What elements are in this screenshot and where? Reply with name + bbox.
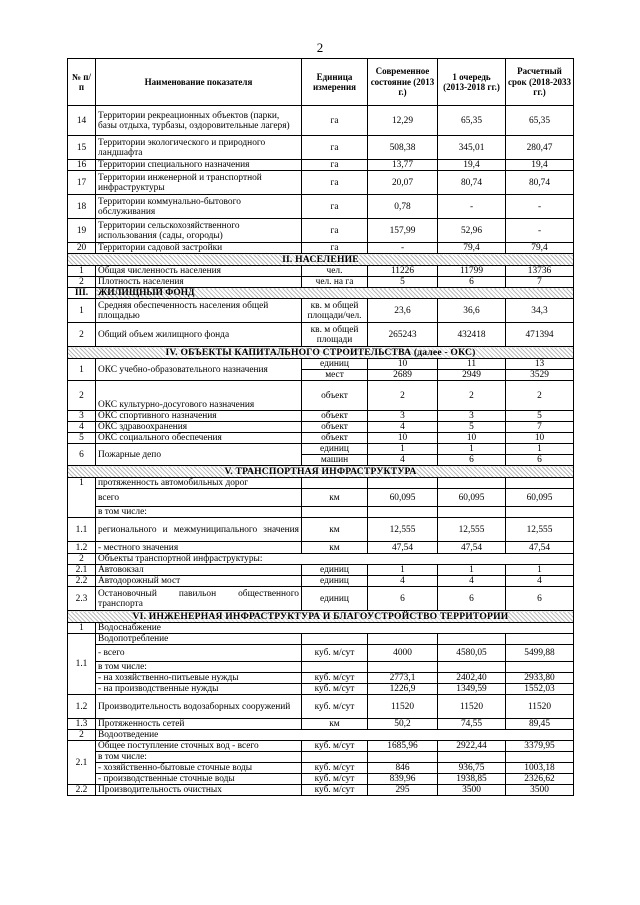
row-num: 1.3 (68, 719, 96, 730)
header-unit: Единица измерения (302, 59, 368, 106)
row-unit: куб. м/сут (302, 741, 368, 752)
row-num: 2.2 (68, 576, 96, 587)
row-unit: единиц (302, 359, 368, 370)
table-row (68, 741, 574, 752)
empty-cell (506, 662, 574, 673)
empty-cell (302, 662, 368, 673)
row-stage1: 5 (438, 422, 506, 433)
row-current: 13,77 (368, 160, 438, 171)
section-header-population (68, 254, 574, 266)
row-num: 2.3 (68, 587, 96, 611)
table-row (68, 266, 574, 277)
row-projected: 1 (506, 444, 574, 455)
row-projected: 2326,62 (506, 774, 574, 785)
row-projected: 19,4 (506, 160, 574, 171)
row-name: в том числе: (96, 752, 302, 763)
row-num: 2 (68, 554, 96, 565)
row-num: 16 (68, 160, 96, 171)
row-name: ОКС социального обеспечения (96, 433, 302, 444)
row-num: 1 (68, 266, 96, 277)
row-num: 1 (68, 478, 96, 518)
row-unit: единиц (302, 565, 368, 576)
row-name: Территории сельскохозяйственного использования (сады, огороды) (96, 219, 302, 243)
table-row (68, 433, 574, 444)
row-num: 1.1 (68, 634, 96, 695)
row-unit: куб. м/сут (302, 785, 368, 796)
row-num: 2 (68, 277, 96, 288)
table-row (68, 507, 574, 518)
section-num: III. (68, 288, 96, 299)
empty-cell (438, 662, 506, 673)
row-name: Водоотведение (96, 730, 574, 741)
row-num: 1 (68, 299, 96, 323)
row-num: 2.1 (68, 565, 96, 576)
row-unit: машин (302, 455, 368, 466)
row-unit: куб. м/сут (302, 673, 368, 684)
row-name: ОКС культурно-досугового назначения (96, 381, 302, 411)
row-current: 846 (368, 763, 438, 774)
table-row (68, 634, 574, 645)
row-num: 20 (68, 243, 96, 254)
table-row (68, 785, 574, 796)
table-row (68, 695, 574, 719)
row-name: Пожарные депо (96, 444, 302, 466)
table-row (68, 219, 574, 243)
empty-cell (438, 507, 506, 518)
row-stage1: 19,4 (438, 160, 506, 171)
row-current: 12,555 (368, 518, 438, 542)
row-unit: куб. м/сут (302, 763, 368, 774)
row-name: Средняя обеспеченность населения общей площадью (96, 299, 302, 323)
row-unit: чел. на га (302, 277, 368, 288)
row-unit: чел. (302, 266, 368, 277)
row-current: 12,29 (368, 106, 438, 136)
row-projected: 1003,18 (506, 763, 574, 774)
row-unit: куб. м/сут (302, 774, 368, 785)
row-projected: - (506, 195, 574, 219)
table-row (68, 478, 574, 489)
row-projected: 13736 (506, 266, 574, 277)
row-projected: 7 (506, 422, 574, 433)
row-stage1: 2922,44 (438, 741, 506, 752)
row-stage1: 6 (438, 455, 506, 466)
row-unit: объект (302, 411, 368, 422)
row-current: 11520 (368, 695, 438, 719)
row-unit: га (302, 106, 368, 136)
table-row (68, 719, 574, 730)
row-unit: кв. м общей площади (302, 323, 368, 347)
row-current: 1 (368, 565, 438, 576)
table-row (68, 422, 574, 433)
row-unit: га (302, 171, 368, 195)
row-name: Общая численность населения (96, 266, 302, 277)
row-num: 1 (68, 623, 96, 634)
row-current: 1226,9 (368, 684, 438, 695)
indicators-table (67, 58, 574, 796)
row-current: 2773,1 (368, 673, 438, 684)
table-row (68, 489, 574, 507)
table-row (68, 587, 574, 611)
section-header-housing (68, 288, 574, 299)
row-unit: объект (302, 433, 368, 444)
row-num: 1.1 (68, 518, 96, 542)
table-row (68, 136, 574, 160)
table-row (68, 565, 574, 576)
row-unit: га (302, 219, 368, 243)
row-current: 2689 (368, 370, 438, 381)
row-stage1: 2402,40 (438, 673, 506, 684)
header-projected: Расчетный срок (2018-2033 гг.) (506, 59, 574, 106)
row-stage1: 79,4 (438, 243, 506, 254)
row-unit: куб. м/сут (302, 695, 368, 719)
row-unit: мест (302, 370, 368, 381)
row-projected: 1 (506, 565, 574, 576)
empty-cell (438, 634, 506, 645)
row-current: 23,6 (368, 299, 438, 323)
row-num: 4 (68, 422, 96, 433)
row-current: 4000 (368, 645, 438, 662)
table-row (68, 323, 574, 347)
row-projected: 10 (506, 433, 574, 444)
row-projected: 65,35 (506, 106, 574, 136)
row-stage1: 11520 (438, 695, 506, 719)
row-projected: 11520 (506, 695, 574, 719)
row-current: 508,38 (368, 136, 438, 160)
section-header-engineering (68, 611, 574, 623)
row-num: 17 (68, 171, 96, 195)
row-name: протяженность автомобильных дорог (96, 478, 302, 489)
row-stage1: 936,75 (438, 763, 506, 774)
empty-cell (506, 507, 574, 518)
row-unit: единиц (302, 576, 368, 587)
row-projected: 60,095 (506, 489, 574, 507)
table-row (68, 554, 574, 565)
empty-cell (368, 634, 438, 645)
row-projected: 5499,88 (506, 645, 574, 662)
row-num: 14 (68, 106, 96, 136)
row-stage1: 11799 (438, 266, 506, 277)
table-row (68, 243, 574, 254)
row-current: 295 (368, 785, 438, 796)
row-current: 3 (368, 411, 438, 422)
row-stage1: 3500 (438, 785, 506, 796)
row-projected: 34,3 (506, 299, 574, 323)
row-unit: га (302, 136, 368, 160)
row-name: Водопотребление (96, 634, 302, 645)
row-projected: 6 (506, 455, 574, 466)
table-header-row (68, 59, 574, 106)
row-current: 4 (368, 455, 438, 466)
row-num: 1.2 (68, 695, 96, 719)
row-stage1: 52,96 (438, 219, 506, 243)
table-row (68, 684, 574, 695)
row-name: Общий объем жилищного фонда (96, 323, 302, 347)
row-name: ОКС учебно-образовательного назначения (96, 359, 302, 381)
row-num: 2 (68, 730, 96, 741)
row-num: 18 (68, 195, 96, 219)
row-stage1: 65,35 (438, 106, 506, 136)
row-stage1: 3 (438, 411, 506, 422)
row-num: 2.2 (68, 785, 96, 796)
row-stage1: 47,54 (438, 542, 506, 554)
empty-cell (438, 752, 506, 763)
table-row (68, 106, 574, 136)
row-current: 4 (368, 576, 438, 587)
row-current: 265243 (368, 323, 438, 347)
row-projected: 89,45 (506, 719, 574, 730)
row-num: 6 (68, 444, 96, 466)
row-projected: 6 (506, 587, 574, 611)
row-projected: 79,4 (506, 243, 574, 254)
row-name: регионального и межмуниципального значения (96, 518, 302, 542)
row-current: 11226 (368, 266, 438, 277)
section-title: II. НАСЕЛЕНИЕ (282, 253, 359, 265)
table-row (68, 381, 574, 411)
row-unit: объект (302, 422, 368, 433)
row-projected: 280,47 (506, 136, 574, 160)
row-stage1: 4 (438, 576, 506, 587)
row-stage1: 6 (438, 587, 506, 611)
table-row (68, 774, 574, 785)
row-name: Территории специального назначения (96, 160, 302, 171)
empty-cell (506, 634, 574, 645)
row-current: 839,96 (368, 774, 438, 785)
row-current: 0,78 (368, 195, 438, 219)
row-projected: 13 (506, 359, 574, 370)
row-name: Общее поступление сточных вод - всего (96, 741, 302, 752)
row-current: 1685,96 (368, 741, 438, 752)
row-name: Водоснабжение (96, 623, 574, 634)
row-stage1: 345,01 (438, 136, 506, 160)
row-unit: кв. м общей площади/чел. (302, 299, 368, 323)
row-name: Территории инженерной и транспортной инфраструктуры (96, 171, 302, 195)
row-projected: 3500 (506, 785, 574, 796)
row-unit: км (302, 542, 368, 554)
table-row (68, 752, 574, 763)
row-current: 2 (368, 381, 438, 411)
table-row (68, 673, 574, 684)
row-current: 1 (368, 444, 438, 455)
table-row (68, 444, 574, 455)
row-projected: - (506, 219, 574, 243)
row-name: Объекты транспортной инфраструктуры: (96, 554, 574, 565)
table-row (68, 645, 574, 662)
row-unit: км (302, 489, 368, 507)
section-title: IV. ОБЪЕКТЫ КАПИТАЛЬНОГО СТРОИТЕЛЬСТВА (далее - ОКС) (165, 346, 476, 358)
row-stage1: 1938,85 (438, 774, 506, 785)
row-name: - хозяйственно-бытовые сточные воды (96, 763, 302, 774)
header-stage1: 1 очередь (2013-2018 гг.) (438, 59, 506, 106)
row-projected: 5 (506, 411, 574, 422)
table-row (68, 662, 574, 673)
row-name: Территории экологического и природного ландшафта (96, 136, 302, 160)
row-projected: 7 (506, 277, 574, 288)
row-stage1: 10 (438, 433, 506, 444)
table-row (68, 359, 574, 370)
row-projected: 47,54 (506, 542, 574, 554)
row-name: Производительность водозаборных сооружений (96, 695, 302, 719)
row-current: 10 (368, 359, 438, 370)
section-header-capital-construction (68, 347, 574, 359)
section-title: VI. ИНЖЕНЕРНАЯ ИНФРАСТРУКТУРА И БЛАГОУСТРОЙСТВО ТЕРРИТОРИИ (132, 610, 509, 622)
row-current: 20,07 (368, 171, 438, 195)
section-title: V. ТРАНСПОРТНАЯ ИНФРАСТРУКТУРА (224, 465, 417, 477)
row-name: всего (96, 489, 302, 507)
row-stage1: 74,55 (438, 719, 506, 730)
row-num: 3 (68, 411, 96, 422)
row-name: Плотность населения (96, 277, 302, 288)
row-unit: га (302, 243, 368, 254)
empty-cell (438, 478, 506, 489)
row-name: Производительность очистных (96, 785, 302, 796)
table-row (68, 171, 574, 195)
row-projected: 3379,95 (506, 741, 574, 752)
row-name: - производственные сточные воды (96, 774, 302, 785)
row-stage1: 12,555 (438, 518, 506, 542)
row-current: 6 (368, 587, 438, 611)
row-name: - на производственные нужды (96, 684, 302, 695)
row-projected: 1552,03 (506, 684, 574, 695)
row-current: 4 (368, 422, 438, 433)
row-name: - на хозяйственно-питьевые нужды (96, 673, 302, 684)
row-projected: 12,555 (506, 518, 574, 542)
table-row (68, 160, 574, 171)
row-name: Территории коммунально-бытового обслуживания (96, 195, 302, 219)
row-num: 1 (68, 359, 96, 381)
row-stage1: 432418 (438, 323, 506, 347)
header-current: Современное состояние (2013 г.) (368, 59, 438, 106)
row-unit: км (302, 518, 368, 542)
empty-cell (368, 752, 438, 763)
page-number: 2 (316, 40, 324, 55)
section-title: ЖИЛИЩНЫЙ ФОНД (96, 288, 574, 299)
table-row (68, 576, 574, 587)
header-num: № п/п (68, 59, 96, 106)
row-name: Автодорожный мост (96, 576, 302, 587)
empty-cell (506, 478, 574, 489)
row-unit: куб. м/сут (302, 684, 368, 695)
row-unit: объект (302, 381, 368, 411)
row-num: 2 (68, 381, 96, 411)
row-num: 5 (68, 433, 96, 444)
empty-cell (302, 752, 368, 763)
table-row (68, 195, 574, 219)
row-current: 10 (368, 433, 438, 444)
row-unit: единиц (302, 444, 368, 455)
row-name: Протяженность сетей (96, 719, 302, 730)
empty-cell (302, 634, 368, 645)
row-projected: 3529 (506, 370, 574, 381)
row-stage1: 60,095 (438, 489, 506, 507)
row-current: 60,095 (368, 489, 438, 507)
table-row (68, 542, 574, 554)
row-unit: га (302, 160, 368, 171)
row-stage1: 80,74 (438, 171, 506, 195)
empty-cell (368, 507, 438, 518)
row-name: - всего (96, 645, 302, 662)
row-unit: единиц (302, 587, 368, 611)
row-num: 2.1 (68, 741, 96, 785)
row-current: 50,2 (368, 719, 438, 730)
row-num: 2 (68, 323, 96, 347)
row-projected: 2 (506, 381, 574, 411)
row-projected: 471394 (506, 323, 574, 347)
table-row (68, 277, 574, 288)
row-num: 1.2 (68, 542, 96, 554)
row-stage1: 4580,05 (438, 645, 506, 662)
row-stage1: 1 (438, 565, 506, 576)
row-name: Автовокзал (96, 565, 302, 576)
row-name: в том числе: (96, 507, 302, 518)
row-stage1: - (438, 195, 506, 219)
table-row (68, 411, 574, 422)
row-current: 157,99 (368, 219, 438, 243)
row-num: 19 (68, 219, 96, 243)
row-current: 47,54 (368, 542, 438, 554)
row-stage1: 36,6 (438, 299, 506, 323)
row-num: 15 (68, 136, 96, 160)
row-projected: 80,74 (506, 171, 574, 195)
row-unit: куб. м/сут (302, 645, 368, 662)
row-name: Остановочный павильон общественного транспорта (96, 587, 302, 611)
row-stage1: 11 (438, 359, 506, 370)
row-stage1: 1349,59 (438, 684, 506, 695)
row-name: в том числе: (96, 662, 302, 673)
empty-cell (302, 507, 368, 518)
row-current: - (368, 243, 438, 254)
table-row (68, 299, 574, 323)
row-name: Территории рекреационных объектов (парки, базы отдыха, турбазы, оздоровительные лагеря) (96, 106, 302, 136)
row-stage1: 6 (438, 277, 506, 288)
empty-cell (368, 662, 438, 673)
table-row (68, 763, 574, 774)
row-stage1: 2 (438, 381, 506, 411)
empty-cell (302, 478, 368, 489)
empty-cell (368, 478, 438, 489)
header-name: Наименование показателя (96, 59, 302, 106)
row-projected: 4 (506, 576, 574, 587)
row-unit: км (302, 719, 368, 730)
empty-cell (506, 752, 574, 763)
table-row (68, 730, 574, 741)
table-row (68, 518, 574, 542)
row-stage1: 1 (438, 444, 506, 455)
row-projected: 2933,80 (506, 673, 574, 684)
row-name: - местного значения (96, 542, 302, 554)
row-name: ОКС спортивного назначения (96, 411, 302, 422)
row-current: 5 (368, 277, 438, 288)
row-name: ОКС здравоохранения (96, 422, 302, 433)
table-row (68, 623, 574, 634)
row-stage1: 2949 (438, 370, 506, 381)
row-unit: га (302, 195, 368, 219)
row-name: Территории садовой застройки (96, 243, 302, 254)
section-header-transport (68, 466, 574, 478)
